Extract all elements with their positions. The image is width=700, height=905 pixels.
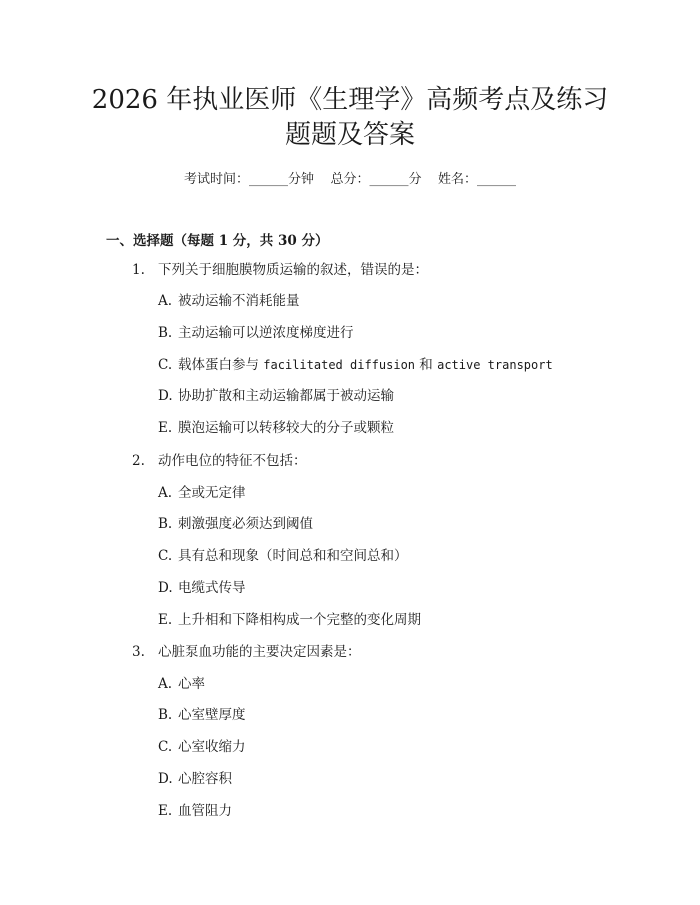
option-letter: E.	[158, 420, 173, 436]
option-text: 全或无定律	[178, 485, 246, 501]
option-letter: B.	[158, 516, 173, 532]
option-1c	[158, 356, 553, 374]
option-2b	[158, 515, 313, 533]
option-letter: A.	[158, 485, 173, 501]
option-3d	[158, 770, 232, 788]
question-number: 3.	[132, 644, 145, 660]
option-text-english-2: active transport	[437, 358, 553, 372]
option-2a	[158, 484, 246, 502]
option-text: 膜泡运输可以转移较大的分子或颗粒	[178, 420, 394, 436]
option-text: 心室收缩力	[178, 739, 246, 755]
option-letter: E.	[158, 803, 173, 819]
option-2c	[158, 547, 408, 565]
option-3b	[158, 706, 246, 724]
option-3e	[158, 802, 232, 820]
option-letter: A.	[158, 293, 173, 309]
section-heading: 一、选择题（每题 1 分，共 30 分）	[106, 233, 329, 249]
option-text-middle: 和	[415, 357, 438, 373]
question-1	[132, 261, 428, 279]
option-1a	[158, 292, 300, 310]
option-2e	[158, 611, 421, 629]
option-letter: C.	[158, 548, 173, 564]
option-text: 具有总和现象（时间总和和空间总和）	[178, 548, 408, 564]
option-text: 上升相和下降相构成一个完整的变化周期	[178, 612, 421, 628]
option-text: 心腔容积	[178, 771, 232, 787]
document-title-line2: 题题及答案	[284, 120, 415, 150]
option-text: 主动运输可以逆浓度梯度进行	[178, 325, 354, 341]
document-title-line1: 2026 年执业医师《生理学》高频考点及练习	[91, 85, 609, 115]
option-letter: D.	[158, 388, 173, 404]
option-letter: D.	[158, 771, 173, 787]
option-1d	[158, 387, 394, 405]
option-letter: C.	[158, 357, 173, 373]
option-letter: D.	[158, 580, 173, 596]
option-text: 血管阻力	[178, 803, 232, 819]
option-2d	[158, 579, 246, 597]
exam-info-line: 考试时间：______分钟 总分：______分 姓名：______	[183, 172, 517, 187]
option-text: 协助扩散和主动运输都属于被动运输	[178, 388, 394, 404]
option-text: 电缆式传导	[178, 580, 246, 596]
option-text: 心率	[178, 676, 205, 692]
question-2	[132, 452, 307, 470]
question-text: 心脏泵血功能的主要决定因素是：	[158, 644, 361, 660]
option-letter: B.	[158, 325, 173, 341]
option-text: 刺激强度必须达到阈值	[178, 516, 313, 532]
option-text: 心室壁厚度	[178, 707, 246, 723]
option-3c	[158, 738, 246, 756]
question-number: 2.	[132, 453, 145, 469]
option-letter: C.	[158, 739, 173, 755]
option-letter: B.	[158, 707, 173, 723]
option-3a	[158, 675, 205, 693]
question-text: 动作电位的特征不包括：	[158, 453, 307, 469]
question-number: 1.	[132, 262, 145, 278]
question-text: 下列关于细胞膜物质运输的叙述，错误的是：	[158, 262, 428, 278]
option-letter: E.	[158, 612, 173, 628]
option-letter: A.	[158, 676, 173, 692]
option-text-prefix: 载体蛋白参与	[178, 357, 264, 373]
question-3	[132, 643, 361, 661]
option-1e	[158, 419, 394, 437]
option-text: 被动运输不消耗能量	[178, 293, 300, 309]
option-text-english-1: facilitated diffusion	[263, 358, 416, 372]
option-1b	[158, 324, 354, 342]
